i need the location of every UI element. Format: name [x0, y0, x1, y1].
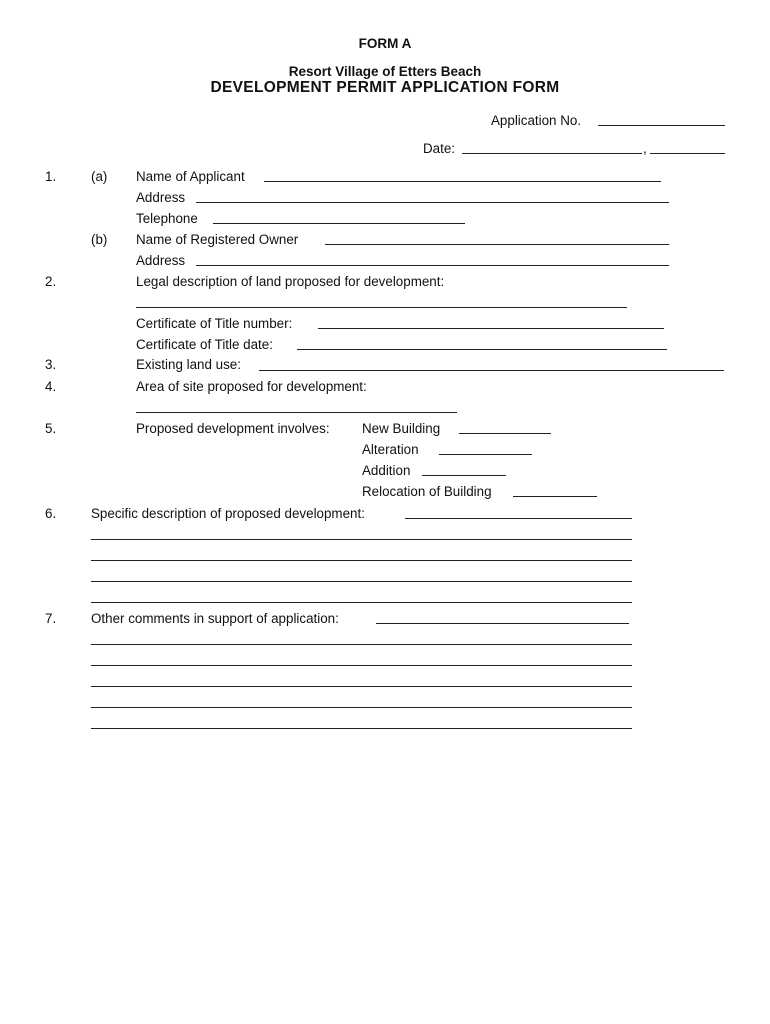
section-3-number: 3. — [45, 357, 57, 372]
application-no-field[interactable] — [598, 125, 725, 126]
date-day-month-field[interactable] — [462, 153, 642, 154]
supporting-comments-line[interactable] — [91, 644, 632, 645]
supporting-comments-line[interactable] — [91, 686, 632, 687]
owner-name-label: Name of Registered Owner — [136, 232, 299, 247]
section-6-number: 6. — [45, 506, 57, 521]
development-involves-label: Proposed development involves: — [136, 421, 330, 436]
owner-address-field[interactable] — [196, 265, 669, 266]
option-addition-label: Addition — [362, 463, 411, 478]
applicant-address-field[interactable] — [196, 202, 669, 203]
title-date-field[interactable] — [297, 349, 667, 350]
existing-land-use-field[interactable] — [259, 370, 724, 371]
site-area-label: Area of site proposed for development: — [136, 379, 367, 394]
development-description-line[interactable] — [91, 581, 632, 582]
site-area-field[interactable] — [136, 412, 457, 413]
option-new-building-label: New Building — [362, 421, 441, 436]
owner-address-label: Address — [136, 253, 186, 268]
application-no-label: Application No. — [491, 113, 582, 128]
development-description-label: Specific description of proposed development: — [91, 506, 365, 521]
title-number-label: Certificate of Title number: — [136, 316, 293, 331]
option-alteration-label: Alteration — [362, 442, 419, 457]
legal-description-field[interactable] — [136, 307, 627, 308]
development-description-field[interactable] — [405, 518, 632, 519]
section-2-number: 2. — [45, 274, 57, 289]
section-7-number: 7. — [45, 611, 57, 626]
applicant-telephone-field[interactable] — [213, 223, 465, 224]
option-addition-field[interactable] — [422, 475, 506, 476]
development-description-line[interactable] — [91, 602, 632, 603]
existing-land-use-label: Existing land use: — [136, 357, 241, 372]
section-5-number: 5. — [45, 421, 57, 436]
supporting-comments-line[interactable] — [91, 665, 632, 666]
title-date-label: Certificate of Title date: — [136, 337, 273, 352]
supporting-comments-line[interactable] — [91, 707, 632, 708]
date-year-field[interactable] — [650, 153, 725, 154]
applicant-telephone-label: Telephone — [136, 211, 198, 226]
date-label: Date: — [423, 141, 456, 156]
applicant-address-label: Address — [136, 190, 186, 205]
legal-description-label: Legal description of land proposed for development: — [136, 274, 445, 289]
section-1a-marker: (a) — [91, 169, 108, 184]
supporting-comments-label: Other comments in support of application: — [91, 611, 339, 626]
date-separator: , — [643, 141, 647, 156]
development-description-line[interactable] — [91, 560, 632, 561]
supporting-comments-field[interactable] — [376, 623, 629, 624]
section-1b-marker: (b) — [91, 232, 108, 247]
option-alteration-field[interactable] — [439, 454, 532, 455]
form-title: DEVELOPMENT PERMIT APPLICATION FORM — [210, 79, 560, 96]
applicant-name-field[interactable] — [264, 181, 661, 182]
owner-name-field[interactable] — [325, 244, 669, 245]
option-relocation-field[interactable] — [513, 496, 597, 497]
section-1-number: 1. — [45, 169, 57, 184]
option-relocation-label: Relocation of Building — [362, 484, 492, 499]
section-4-number: 4. — [45, 379, 57, 394]
option-new-building-field[interactable] — [459, 433, 551, 434]
title-number-field[interactable] — [318, 328, 664, 329]
form-id: FORM A — [358, 36, 412, 51]
organization-name: Resort Village of Etters Beach — [288, 64, 482, 79]
applicant-name-label: Name of Applicant — [136, 169, 245, 184]
supporting-comments-line[interactable] — [91, 728, 632, 729]
development-description-line[interactable] — [91, 539, 632, 540]
